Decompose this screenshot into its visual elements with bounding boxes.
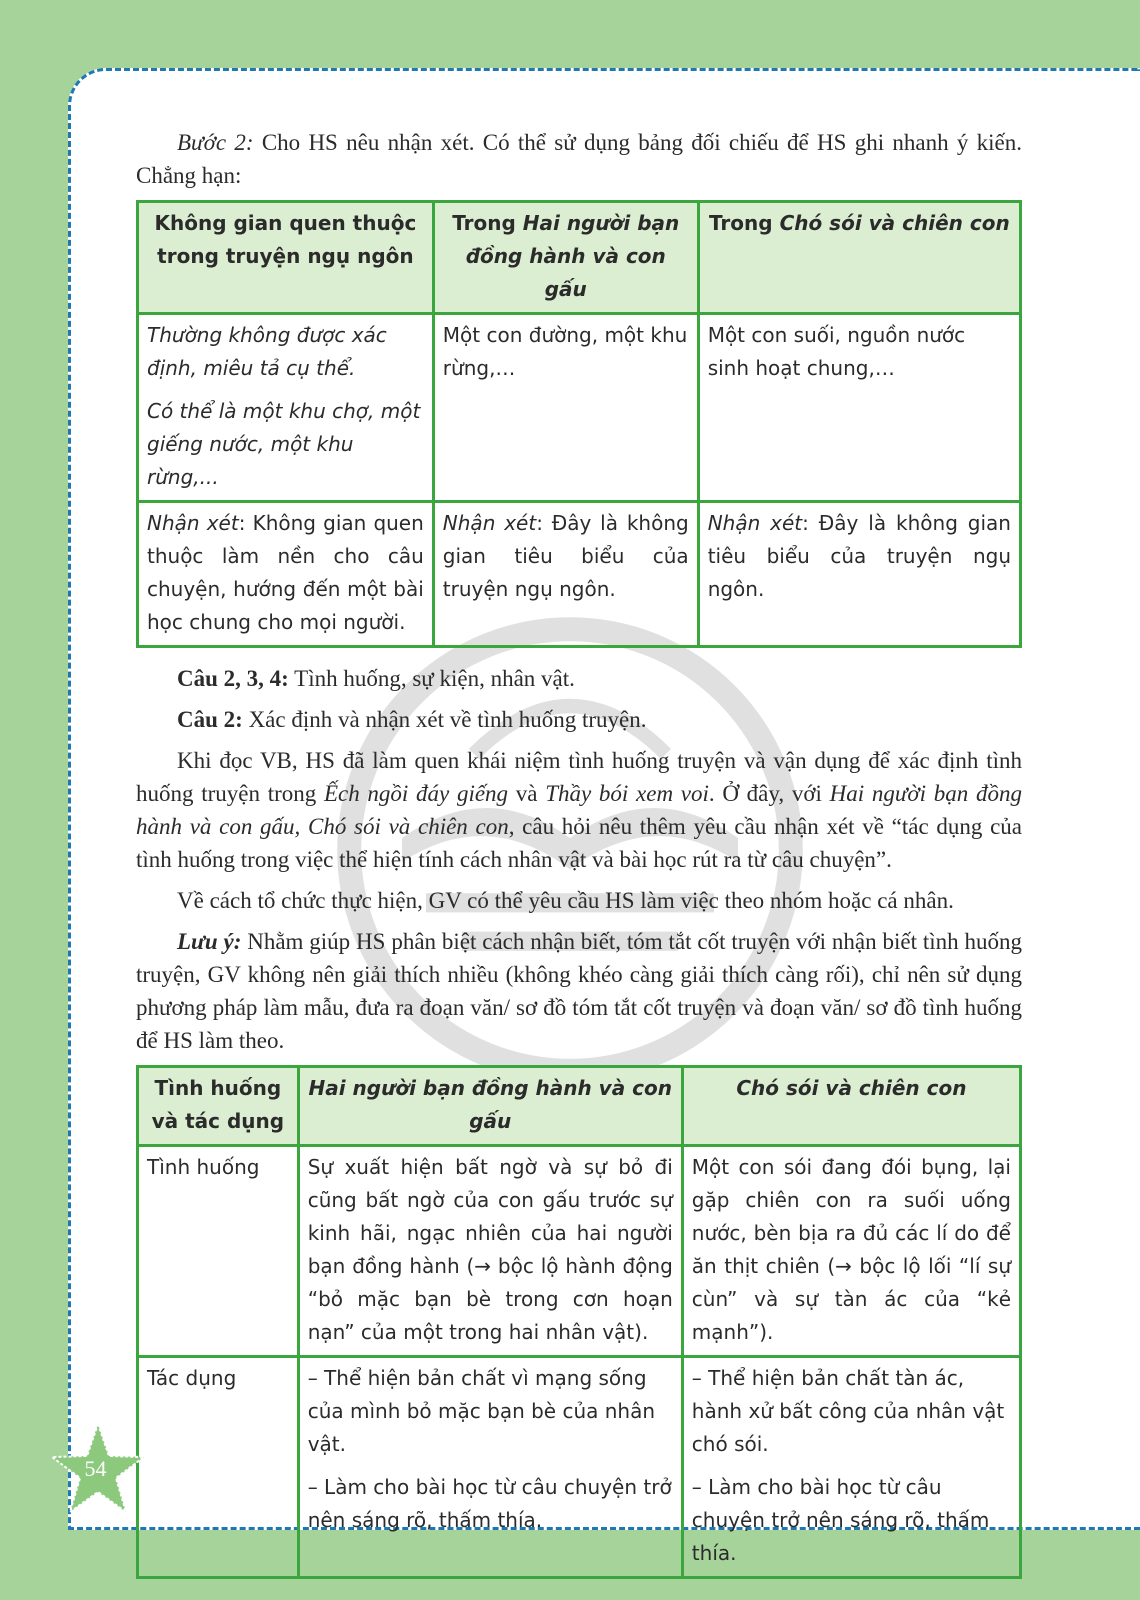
text-run: . Ở đây, với	[708, 781, 830, 806]
table-cell	[298, 1357, 682, 1578]
comment-label: Nhận xét	[442, 511, 537, 535]
comparison-table-space	[136, 200, 1022, 648]
table-cell	[433, 502, 698, 647]
paragraph-khi-doc	[136, 744, 1022, 876]
header-title: Hai người bạn đồng hành và con gấu	[465, 211, 680, 301]
table-row	[138, 314, 1021, 502]
table-row	[138, 1146, 1021, 1357]
table-cell	[138, 314, 434, 502]
table-cell	[698, 502, 1020, 647]
table-row	[138, 502, 1021, 647]
cell-text: – Làm cho bài học từ câu chuyện trở nên sáng rõ, thấm thía.	[691, 1475, 990, 1565]
text-run: Khi đọc VB, HS đã làm quen khái niệm tình huống truyện và vận dụng để xác định tình huống truyện trong	[136, 748, 1022, 806]
cell-text: Thường không được xác định, miêu tả cụ thể.	[147, 323, 387, 380]
story-title: Hai người bạn đồng hành và con gấu, Chó sói và chiên con	[136, 781, 1022, 839]
cau-234-label: Câu 2, 3, 4:	[177, 666, 289, 691]
table-header-row	[138, 1067, 1021, 1146]
table-header-row	[138, 202, 1021, 314]
paragraph-to-chuc: Về cách tổ chức thực hiện, GV có thể yêu cầu HS làm việc theo nhóm hoặc cá nhân.	[177, 888, 954, 913]
cau-2-text: Xác định và nhận xét về tình huống truyện.	[242, 707, 647, 732]
header-prefix: Trong	[452, 211, 523, 235]
paragraph-cau-234	[136, 662, 1022, 695]
paragraph-cau-2	[136, 703, 1022, 736]
luu-y-text: Nhằm giúp HS phân biệt cách nhận biết, tóm tắt cốt truyện với nhận biết tình huống truyện, GV không nên giải thích nhiều (không khéo càng giải thích càng rối), chỉ nên sử dụng phương pháp làm mẫu, đưa ra đoạn văn/ sơ đồ tóm tắt cốt truyện và đoạn văn/ sơ đồ tình huống để HS làm theo.	[136, 929, 1022, 1053]
cell-text: Có thể là một khu chợ, một giếng nước, một khu rừng,...	[147, 399, 421, 489]
situation-table	[136, 1065, 1022, 1579]
table-cell: Tình huống	[138, 1146, 299, 1357]
table-cell: Sự xuất hiện bất ngờ và sự bỏ đi cũng bất ngờ của con gấu trước sự kinh hãi, ngạc nhiên của hai người bạn đồng hành (→ bộc lộ hành động “bỏ mặc bạn bè trong cơn hoạn nạn” của một trong hai nhân vật).	[298, 1146, 682, 1357]
header-cell	[433, 202, 698, 314]
header-cell: Không gian quen thuộc trong truyện ngụ ngôn	[138, 202, 434, 314]
buoc-2-label: Bước 2:	[177, 130, 254, 155]
header-title: Chó sói và chiên con	[779, 211, 1010, 235]
header-prefix: Trong	[708, 211, 780, 235]
cell-text: : Đây là không gian tiêu biểu của truyện ngụ ngôn.	[442, 511, 689, 601]
table-cell	[138, 502, 434, 647]
cau-234-text: Tình huống, sự kiện, nhân vật.	[288, 666, 575, 691]
header-cell	[698, 202, 1020, 314]
cell-text: – Thể hiện bản chất vì mạng sống của mình bỏ mặc bạn bè của nhân vật.	[307, 1366, 656, 1456]
table-row	[138, 1357, 1021, 1578]
comment-label: Nhận xét	[147, 511, 239, 535]
cell-text: : Không gian quen thuộc làm nền cho câu chuyện, hướng đến một bài học chung cho mọi người.	[147, 511, 424, 634]
story-title: Ếch ngồi đáy giếng	[323, 781, 509, 806]
page-content	[136, 126, 1022, 1593]
story-title: Thầy bói xem voi	[545, 781, 709, 806]
text-run: và	[508, 781, 546, 806]
table-cell: Tác dụng	[138, 1357, 299, 1578]
comment-label: Nhận xét	[707, 511, 803, 535]
header-cell: Hai người bạn đồng hành và con gấu	[298, 1067, 682, 1146]
table-cell	[682, 1357, 1020, 1578]
header-cell: Tình huống và tác dụng	[138, 1067, 299, 1146]
page-number: 54	[84, 1456, 107, 1481]
luu-y-label: Lưu ý:	[177, 929, 242, 954]
cell-text: – Thể hiện bản chất tàn ác, hành xử bất công của nhân vật chó sói.	[691, 1366, 1005, 1456]
table-cell: Một con sói đang đói bụng, lại gặp chiên con ra suối uống nước, bèn bịa ra đủ các lí do để ăn thịt chiên (→ bộc lộ lối “lí sự cùn” và sự tàn ác của “kẻ mạnh”).	[682, 1146, 1020, 1357]
buoc-2-text: Cho HS nêu nhận xét. Có thể sử dụng bảng đối chiếu để HS ghi nhanh ý kiến. Chẳng hạn:	[136, 130, 1022, 188]
table-cell: Một con đường, một khu rừng,…	[433, 314, 698, 502]
paragraph-buoc-2	[136, 126, 1022, 192]
text-run: , câu hỏi nêu thêm yêu cầu nhận xét về “tác dụng của tình huống trong việc thể hiện tính cách nhân vật và bài học rút ra từ câu chuyện”.	[136, 814, 1023, 872]
table-cell: Một con suối, nguồn nước sinh hoạt chung,…	[698, 314, 1020, 502]
cell-text: – Làm cho bài học từ câu chuyện trở nên sáng rõ, thấm thía.	[307, 1475, 672, 1532]
cell-text: : Đây là không gian tiêu biểu của truyện ngụ ngôn.	[707, 511, 1011, 601]
header-cell: Chó sói và chiên con	[682, 1067, 1020, 1146]
paragraph-luu-y	[136, 925, 1022, 1057]
cau-2-label: Câu 2:	[177, 707, 243, 732]
page-number-badge	[48, 1420, 148, 1520]
